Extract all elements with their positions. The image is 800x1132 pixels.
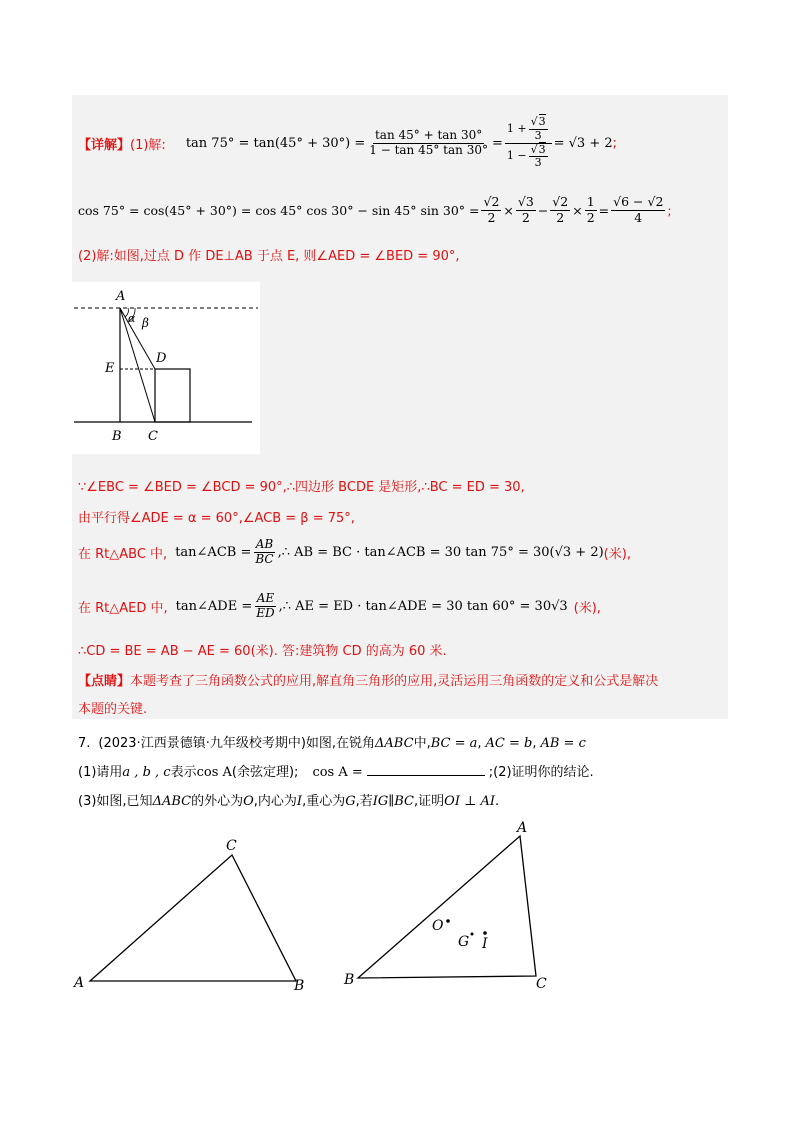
- label-c: C: [536, 976, 547, 992]
- point-o: [446, 919, 450, 923]
- tan-lhs: tan 75° = tan(45° + 30°) =: [185, 135, 366, 151]
- label-b: B: [112, 429, 122, 444]
- label-e: E: [105, 361, 115, 376]
- question-number: 7.: [78, 736, 91, 751]
- label-b: B: [294, 978, 305, 994]
- label-c: C: [148, 429, 158, 444]
- rectangle-line: ∵∠EBC = ∠BED = ∠BCD = 90°,∴四边形 BCDE 是矩形,∴BC = ED = 30,: [78, 480, 525, 495]
- building-figure: [72, 282, 260, 454]
- tan-sum-fraction: $\frac{\tan 45^\circ + \tan 30^\circ}{1 - \tan 45^\circ \tan 30^\circ}$: [369, 127, 488, 157]
- label-beta: β: [142, 316, 149, 330]
- triangle-figure-2: [340, 818, 560, 998]
- detail-tag: 【详解】: [78, 137, 131, 153]
- label-d: D: [156, 351, 167, 366]
- label-alpha: α: [128, 312, 136, 325]
- label-g: G: [458, 934, 470, 950]
- rt-abc-line: 在 Rt△ABC 中, tan∠ACB = $\frac{AB}{BC}$ ,∴ AB = BC · tan∠ACB = 30 tan 75° = 30(√3 + 2) (米),: [78, 536, 631, 566]
- label-b: B: [344, 972, 355, 988]
- label-i: I: [482, 936, 488, 952]
- label-o: O: [432, 918, 444, 934]
- part2-line: (2)解:如图,过点 D 作 DE⊥AB 于点 E, 则∠AED = ∠BED = 90°,: [78, 249, 460, 264]
- answer-line: ∴CD = BE = AB − AE = 60(米). 答:建筑物 CD 的高为 60 米.: [78, 644, 447, 659]
- cos-lhs: cos 75° = cos(45° + 30°) = cos 45° cos 30° − sin 45° sin 30° =: [78, 202, 480, 218]
- label-a: A: [116, 289, 126, 304]
- tan-equation-line: 【详解】 (1)解: tan 75° = tan(45° + 30°) = $\frac{\tan 45^\circ + \tan 30^\circ}{1 - \tan 45^\circ \tan 30^\circ}$ = 1 + $\frac{√3}{3}$ 1 − $\frac{√3}{3}$ = √3 + 2 ;: [78, 115, 618, 170]
- question-7-part1: (1)请用a , b , c表示cos A(余弦定理); cos A = ;(2)证明你的结论.: [78, 765, 594, 780]
- label-c: C: [226, 838, 237, 854]
- triangle-abc: [358, 836, 536, 978]
- label-a: A: [74, 975, 85, 991]
- part1-label: (1)解:: [130, 137, 166, 153]
- answer-blank[interactable]: [367, 764, 485, 776]
- comment-line-1: 【点睛】本题考查了三角函数公式的应用,解直角三角形的应用,灵活运用三角函数的定义和公式是解决: [78, 674, 659, 689]
- comment-tag: 【点睛】: [78, 674, 131, 689]
- label-a: A: [517, 820, 528, 836]
- comment-line-2: 本题的关键.: [78, 702, 148, 717]
- point-g: [471, 933, 474, 936]
- nested-fraction: 1 + $\frac{√3}{3}$ 1 − $\frac{√3}{3}$: [505, 116, 552, 170]
- triangle-abc: [90, 855, 296, 981]
- cos-equation-line: cos 75° = cos(45° + 30°) = cos 45° cos 30° − sin 45° sin 30° = $\frac{√2}{2}$ × $\frac{√3}{2}$ − $\frac{√2}{2}$ × $\frac{1}{2}$ = $\frac{√6 - √2}{4}$ ;: [78, 194, 672, 225]
- rt-aed-line: 在 Rt△AED 中, tan∠ADE = $\frac{AE}{ED}$ ,∴ AE = ED · tan∠ADE = 30 tan 60° = 30√3 (米),: [78, 590, 601, 620]
- question-7-part3: (3)如图,已知ΔABC的外心为O,内心为I,重心为G,若IG∥BC,证明OI ⊥ AI.: [78, 794, 500, 809]
- question-7-stem: 7. (2023·江西景德镇·九年级校考期中)如图,在锐角ΔABC中,BC = a, AC = b, AB = c: [78, 736, 586, 751]
- tan-result: = √3 + 2: [553, 135, 613, 151]
- triangle-figure-1: [70, 835, 320, 995]
- parallel-line: 由平行得∠ADE = α = 60°,∠ACB = β = 75°,: [78, 511, 355, 526]
- point-i: [483, 931, 487, 935]
